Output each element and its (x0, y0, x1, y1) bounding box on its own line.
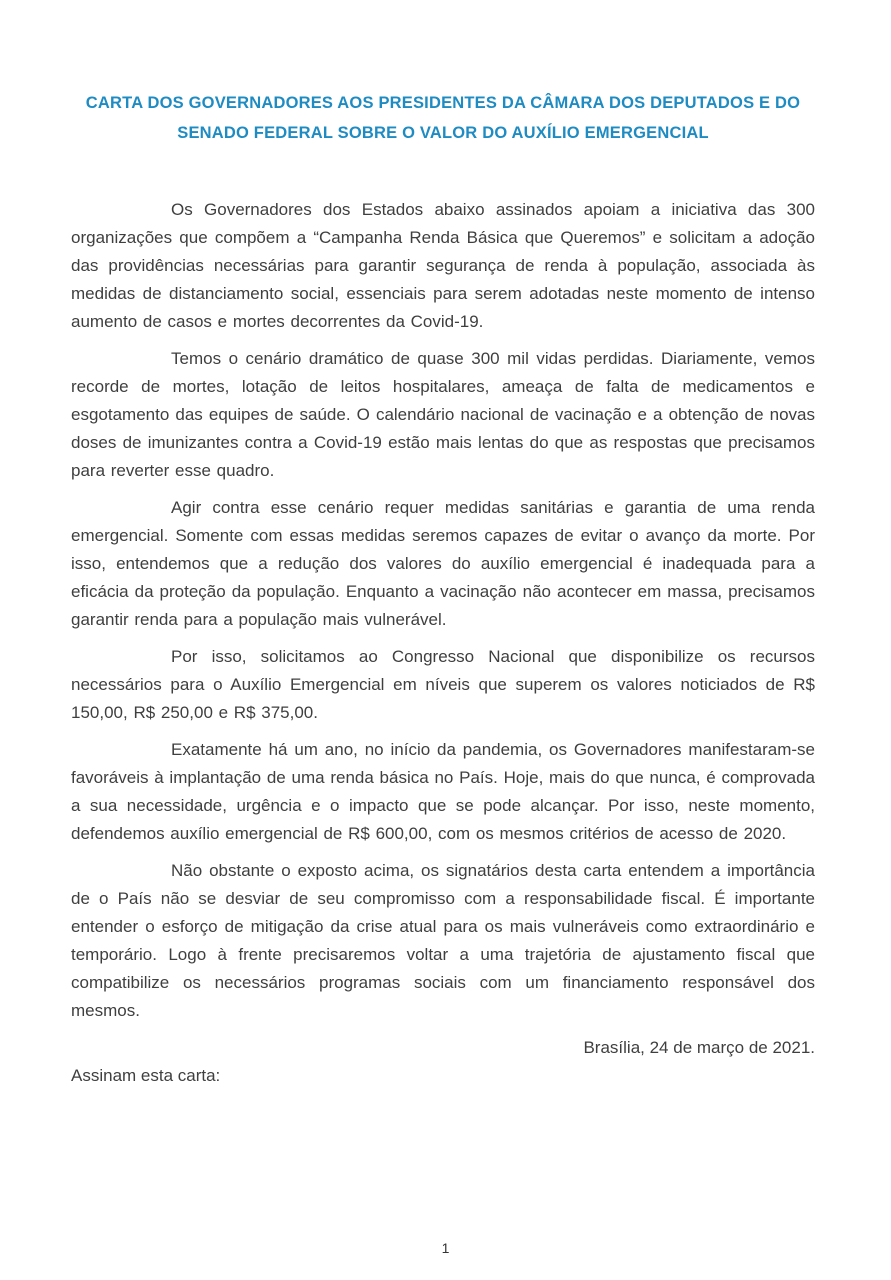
letter-paragraph-4: Por isso, solicitamos ao Congresso Nacional que disponibilize os recursos necessários para o Auxílio Emergencial em níveis que superem os valores noticiados de R$ 150,00, R$ 250,00 e R$ 375,00. (71, 647, 815, 722)
letter-paragraph-3: Agir contra esse cenário requer medidas sanitárias e garantia de uma renda emergencial. Somente com essas medidas seremos capazes de evitar o avanço da morte. Por isso, entendemos que a redução dos valores do auxílio emergencial é inadequada para a eficácia da proteção da população. Enquanto a vacinação não acontecer em massa, precisamos garantir renda para a população mais vulnerável. (71, 498, 815, 629)
letter-paragraph-2: Temos o cenário dramático de quase 300 mil vidas perdidas. Diariamente, vemos recorde de mortes, lotação de leitos hospitalares, ameaça de falta de medicamentos e esgotamento das equipes de saúde. O calendário nacional de vacinação e a obtenção de novas doses de imunizantes contra a Covid-19 estão mais lentas do que as respostas que precisamos para reverter esse quadro. (71, 349, 815, 480)
letter-paragraph-1: Os Governadores dos Estados abaixo assinados apoiam a iniciativa das 300 organizações que compõem a “Campanha Renda Básica que Queremos” e solicitam a adoção das providências necessárias para garantir segurança de renda à população, associada às medidas de distanciamento social, essenciais para serem adotadas neste momento de intenso aumento de casos e mortes decorrentes da Covid-19. (71, 200, 815, 331)
page-number: 1 (441, 1240, 450, 1256)
letter-paragraph-6: Não obstante o exposto acima, os signatários desta carta entendem a importância de o País não se desviar de seu compromisso com a responsabilidade fiscal. É importante entender o esforço de mitigação da crise atual para os mais vulneráveis como extraordinário e temporário. Logo à frente precisaremos voltar a uma trajetória de ajustamento fiscal que compatibilize os necessários programas sociais com um financiamento responsável dos mesmos. (71, 861, 815, 1020)
letter-date: Brasília, 24 de março de 2021. (583, 1038, 815, 1057)
letter-body (71, 88, 815, 1090)
letter-paragraph-5: Exatamente há um ano, no início da pandemia, os Governadores manifestaram-se favoráveis à implantação de uma renda básica no País. Hoje, mais do que nunca, é comprovada a sua necessidade, urgência e o impacto que se pode alcançar. Por isso, neste momento, defendemos auxílio emergencial de R$ 600,00, com os mesmos critérios de acesso de 2020. (71, 740, 815, 843)
letter-signoff: Assinam esta carta: (71, 1066, 221, 1085)
letter-title: CARTA DOS GOVERNADORES AOS PRESIDENTES DA CÂMARA DOS DEPUTADOS E DO SENADO FEDERAL SOBRE O VALOR DO AUXÍLIO EMERGENCIAL (85, 94, 801, 142)
